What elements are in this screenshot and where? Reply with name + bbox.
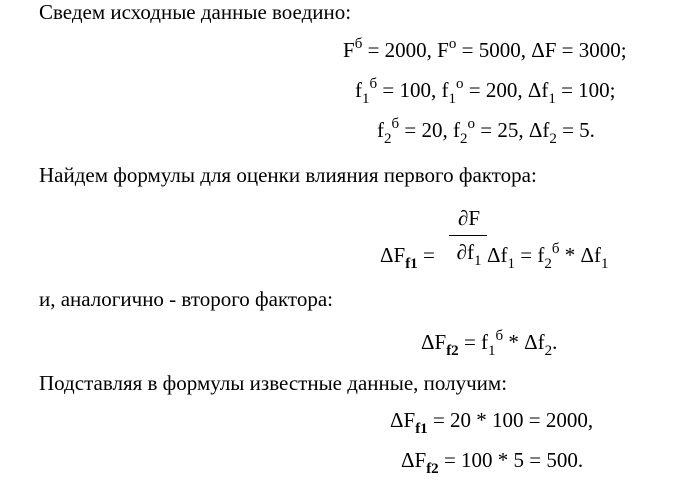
substitute-heading: Подставляя в формулы известные данные, получим: [39, 371, 508, 395]
formula-1-rhs: $\Delta f_1 = f_2^б * \Delta f_1$ [487, 241, 609, 272]
fraction-bar [449, 235, 487, 236]
formula-1-lhs: $\Delta F_{f1}$ = [380, 243, 435, 272]
fraction-denominator: $\partial f_1$ [456, 240, 482, 269]
second-factor-heading: и, аналогично - второго фактора: [39, 287, 333, 311]
data-line-2: $f_1^б = 100$, $f_1^о = 200$, $\Delta f_1 = 100$; [355, 76, 616, 107]
result-2: $\Delta F_{f2} = 100 * 5 = 500$. [401, 448, 584, 477]
formula-2: $\Delta F_{f2} = f_1^б * \Delta f_2$. [421, 328, 558, 359]
result-1: $\Delta F_{f1} = 20 * 100 = 2000$, [390, 408, 594, 437]
data-line-1: $F^б = 2000$, $F^о = 5000$, ΔF = 3000; [343, 36, 627, 62]
intro-text: Сведем исходные данные воедино: [39, 0, 352, 24]
first-factor-heading: Найдем формулы для оценки влияния первого фактора: [39, 163, 537, 187]
fraction-numerator: ∂F [457, 206, 481, 230]
data-line-3: $f_2^б = 20$, $f_2^о = 25$, $\Delta f_2 = 5$. [377, 116, 595, 147]
